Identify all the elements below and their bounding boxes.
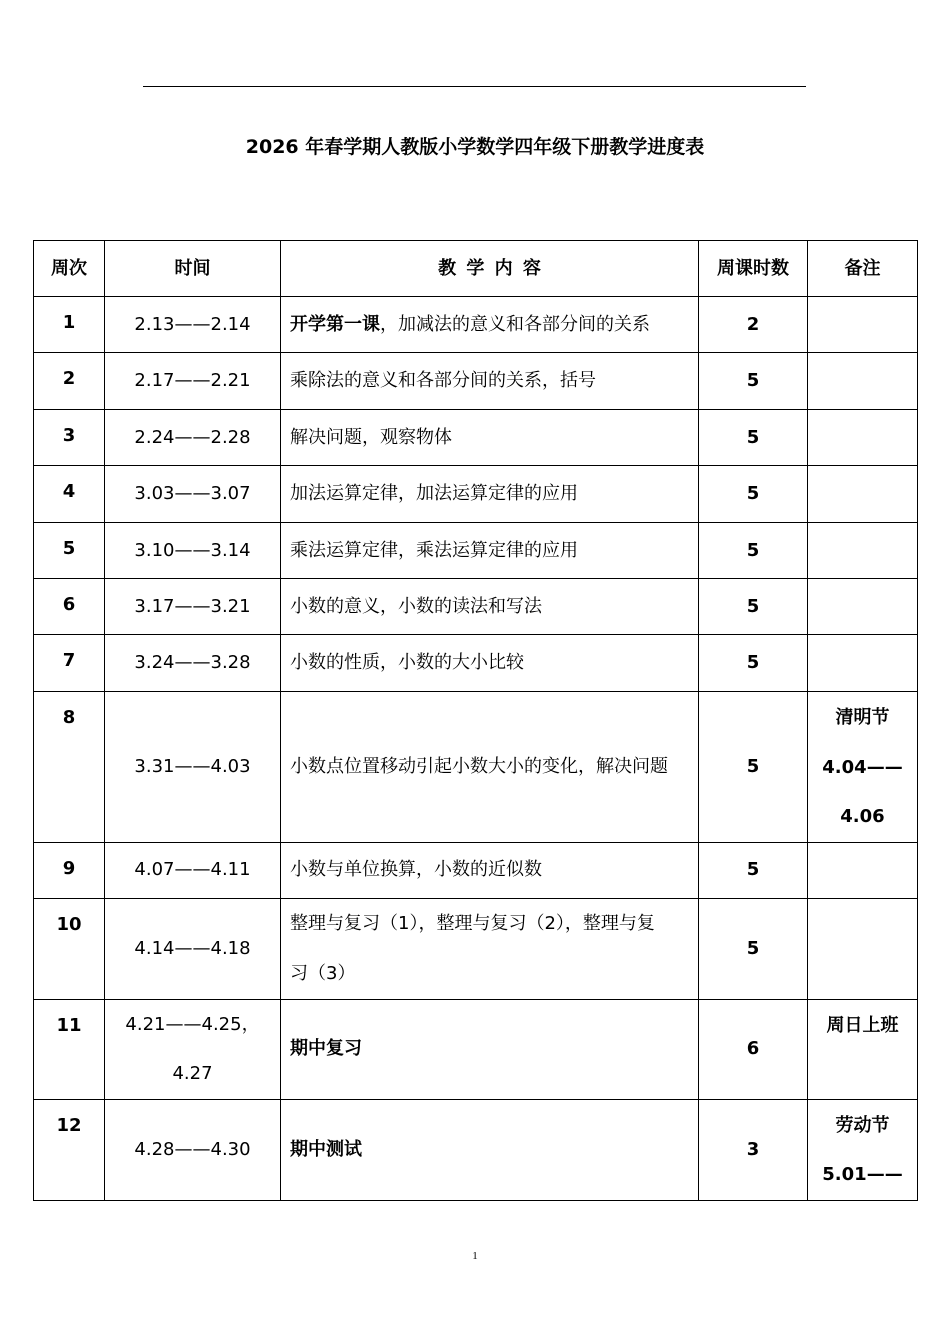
remarks-line: 4.06	[840, 806, 885, 827]
content-highlight: 期中复习	[290, 1038, 362, 1060]
week-number: 9	[62, 857, 76, 879]
hours-value: 5	[746, 483, 760, 505]
table-row	[34, 635, 918, 692]
hours-cell	[699, 999, 808, 1099]
table-row	[34, 353, 918, 410]
content-cell	[281, 410, 699, 466]
remarks-cell	[808, 353, 918, 410]
week-number: 7	[62, 650, 76, 671]
remarks-line: 4.04——	[822, 756, 903, 778]
time-cell	[105, 1099, 281, 1200]
content-cell	[281, 692, 699, 843]
content-text: 习（3）	[290, 962, 356, 984]
table-row	[34, 842, 918, 898]
week-number: 8	[62, 707, 76, 728]
content-text: 小数的性质，小数的大小比较	[290, 652, 524, 674]
header-hours: 周课时数	[699, 241, 808, 297]
week-number: 4	[62, 481, 76, 502]
remarks-cell	[808, 898, 918, 999]
time-cell	[105, 579, 281, 635]
content-cell	[281, 898, 699, 999]
page-number: 1	[472, 1250, 478, 1262]
week-number: 12	[56, 1114, 82, 1136]
week-cell	[34, 1099, 105, 1200]
week-cell	[34, 579, 105, 635]
content-cell	[281, 1099, 699, 1200]
remarks-cell	[808, 999, 918, 1099]
hours-cell	[699, 353, 808, 410]
time-cell	[105, 353, 281, 410]
hours-value: 5	[746, 370, 760, 392]
remarks-cell	[808, 466, 918, 523]
time-range: 3.24——3.28	[134, 652, 251, 674]
table-row	[34, 999, 918, 1099]
table-row	[34, 410, 918, 466]
time-cell	[105, 842, 281, 898]
hours-cell	[699, 842, 808, 898]
content-cell	[281, 842, 699, 898]
hours-value: 5	[746, 652, 760, 674]
week-cell	[34, 297, 105, 353]
document-title: 2026 年春学期人教版小学数学四年级下册教学进度表	[245, 136, 705, 158]
time-range: 4.21——4.25，	[125, 1013, 260, 1035]
content-highlight: 期中测试	[290, 1138, 362, 1160]
table-row	[34, 466, 918, 523]
table-row	[34, 297, 918, 353]
week-number: 6	[62, 594, 76, 615]
content-text: 整理与复习（1），整理与复习（2），整理与复	[290, 913, 655, 934]
content-cell	[281, 999, 699, 1099]
hours-value: 5	[746, 859, 760, 881]
hours-cell	[699, 466, 808, 523]
time-range: 3.03——3.07	[134, 483, 251, 505]
time-range: 4.28——4.30	[134, 1138, 251, 1160]
content-text: 乘除法的意义和各部分间的关系，括号	[290, 370, 596, 392]
week-cell	[34, 353, 105, 410]
remarks-line: 劳动节	[835, 1114, 890, 1136]
hours-value: 5	[746, 426, 760, 448]
week-number: 11	[56, 1014, 82, 1036]
time-cell	[105, 297, 281, 353]
content-cell	[281, 297, 699, 353]
remarks-cell	[808, 692, 918, 843]
week-cell	[34, 410, 105, 466]
remarks-cell	[808, 523, 918, 579]
schedule-table	[33, 240, 918, 1201]
hours-cell	[699, 692, 808, 843]
content-text: ，加减法的意义和各部分间的关系	[380, 313, 650, 335]
time-cell	[105, 692, 281, 843]
content-cell	[281, 353, 699, 410]
hours-value: 5	[746, 595, 760, 617]
time-cell	[105, 410, 281, 466]
hours-cell	[699, 898, 808, 999]
week-cell	[34, 692, 105, 843]
hours-cell	[699, 523, 808, 579]
header-rule	[143, 86, 806, 87]
week-number: 3	[62, 425, 76, 446]
week-cell	[34, 999, 105, 1099]
week-number: 5	[62, 538, 76, 559]
remarks-cell	[808, 842, 918, 898]
content-text: 加法运算定律，加法运算定律的应用	[290, 483, 578, 505]
header-content: 教 学 内 容	[281, 241, 699, 297]
hours-cell	[699, 579, 808, 635]
remarks-line: 周日上班	[826, 1014, 899, 1036]
content-cell	[281, 523, 699, 579]
table-row	[34, 523, 918, 579]
week-cell	[34, 898, 105, 999]
time-range: 2.17——2.21	[134, 370, 251, 392]
hours-value: 2	[746, 313, 760, 335]
remarks-cell	[808, 297, 918, 353]
hours-cell	[699, 635, 808, 692]
content-text: 小数的意义，小数的读法和写法	[290, 595, 542, 617]
week-cell	[34, 842, 105, 898]
content-cell	[281, 635, 699, 692]
content-cell	[281, 466, 699, 523]
time-cell	[105, 466, 281, 523]
time-range: 3.10——3.14	[134, 539, 251, 561]
hours-value: 5	[746, 937, 760, 959]
table-row	[34, 579, 918, 635]
time-range: 2.13——2.14	[134, 313, 251, 335]
remarks-cell	[808, 1099, 918, 1200]
time-cell	[105, 898, 281, 999]
time-range: 4.07——4.11	[134, 859, 251, 881]
hours-cell	[699, 297, 808, 353]
week-cell	[34, 635, 105, 692]
week-number: 1	[62, 312, 76, 333]
week-cell	[34, 523, 105, 579]
week-number: 2	[62, 368, 76, 389]
time-cell	[105, 523, 281, 579]
remarks-line: 5.01——	[822, 1164, 903, 1185]
week-number: 10	[56, 913, 82, 935]
content-text: 小数点位置移动引起小数大小的变化，解决问题	[290, 756, 668, 777]
time-range: 2.24——2.28	[134, 426, 251, 448]
hours-value: 5	[746, 756, 760, 777]
hours-value: 6	[746, 1038, 760, 1060]
table-row	[34, 898, 918, 999]
time-cell	[105, 999, 281, 1099]
hours-cell	[699, 1099, 808, 1200]
week-cell	[34, 466, 105, 523]
time-range: 3.31——4.03	[134, 756, 251, 777]
content-cell	[281, 579, 699, 635]
time-range: 3.17——3.21	[134, 595, 251, 617]
remarks-cell	[808, 410, 918, 466]
hours-cell	[699, 410, 808, 466]
hours-value: 3	[746, 1138, 760, 1160]
time-range: 4.27	[172, 1063, 213, 1084]
header-time: 时间	[105, 241, 281, 297]
content-text: 乘法运算定律，乘法运算定律的应用	[290, 539, 578, 561]
content-text: 解决问题，观察物体	[290, 426, 452, 448]
content-highlight: 开学第一课	[290, 313, 380, 335]
time-range: 4.14——4.18	[134, 937, 251, 959]
time-cell	[105, 635, 281, 692]
hours-value: 5	[746, 539, 760, 561]
remarks-cell	[808, 635, 918, 692]
table-row	[34, 692, 918, 843]
table-row	[34, 1099, 918, 1200]
header-week: 周次	[34, 241, 105, 297]
remarks-cell	[808, 579, 918, 635]
remarks-line: 清明节	[835, 707, 890, 728]
header-remarks: 备注	[808, 241, 918, 297]
content-text: 小数与单位换算，小数的近似数	[290, 859, 542, 881]
table-header-row	[34, 241, 918, 297]
